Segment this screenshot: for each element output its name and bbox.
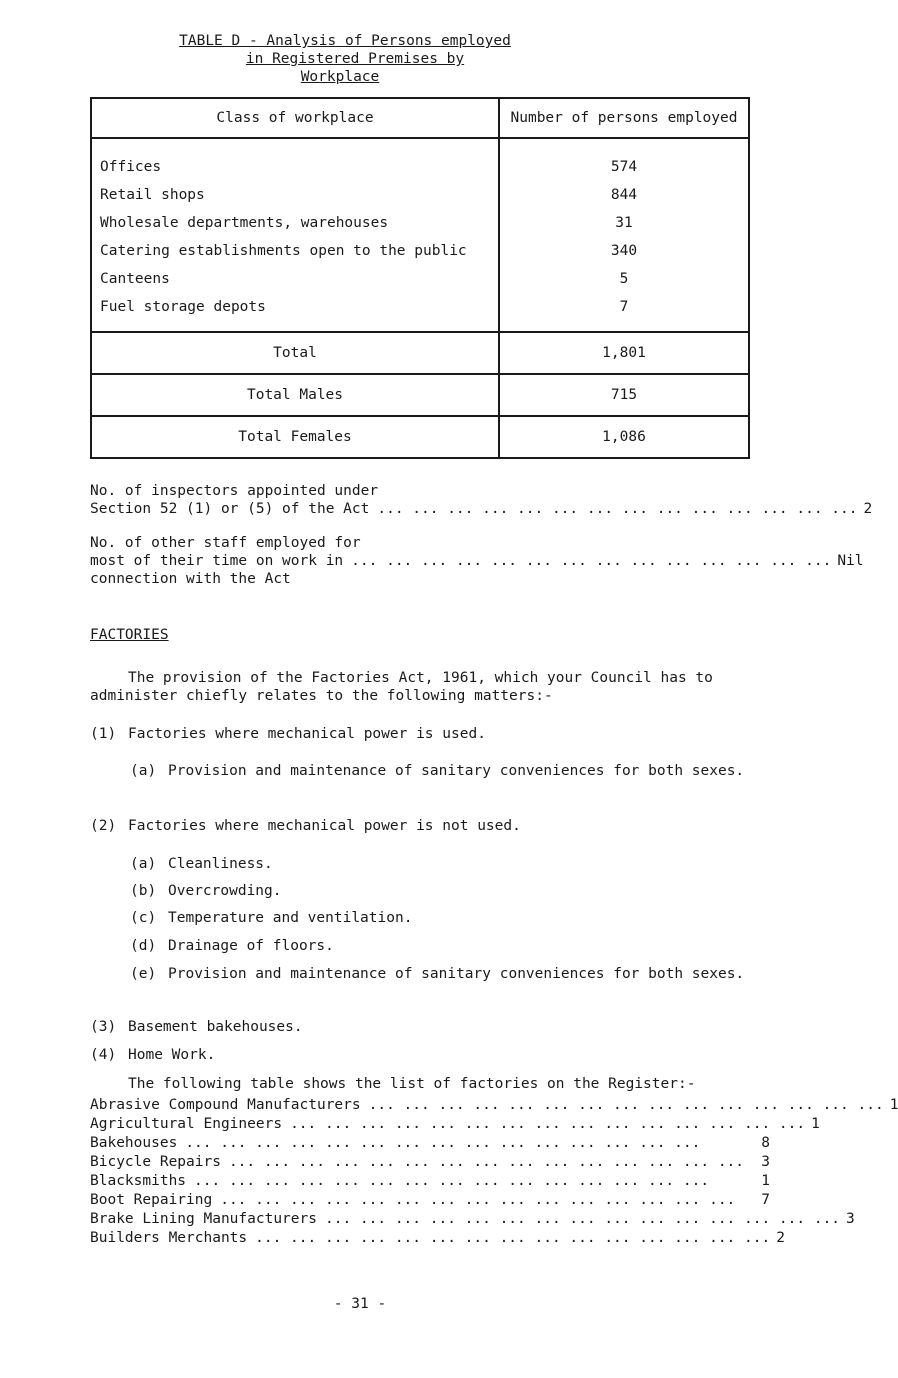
dot-leader: ... ... ... ... ... ... ... ... ... ... ... ... ... ... ... [194,1173,710,1189]
table-row [91,293,749,332]
factory-name: Bakehouses [90,1135,178,1151]
table-row [91,181,749,209]
other-staff-line-1: No. of other staff employed for [90,535,361,551]
header-number-employed: Number of persons employed [499,98,749,138]
factories-heading: FACTORIES [90,627,169,643]
factory-count: 1 [889,1097,898,1113]
factory-name: Abrasive Compound Manufacturers [90,1097,361,1113]
row-number: 574 [499,138,749,181]
other-staff-line-2: most of their time on work in [90,553,344,569]
item-number: (2) [90,818,117,834]
factory-count: 1 [761,1173,770,1189]
sub-text: Provision and maintenance of sanitary conveniences for both sexes. [168,763,745,779]
sub-text: Drainage of floors. [168,938,334,954]
item-1a [130,762,770,780]
total-males-row [91,374,749,416]
item-3 [90,1018,303,1036]
dot-leader: ... ... ... ... ... ... ... ... ... ... ... ... ... ... ... [368,1097,884,1113]
item-text: Factories where mechanical power is used. [128,726,486,742]
item-1 [90,725,486,743]
factory-name: Agricultural Engineers [90,1116,283,1132]
total-value: 1,801 [499,332,749,374]
total-row [91,332,749,374]
row-number: 5 [499,265,749,293]
dot-leader: ... ... ... ... ... ... ... ... ... ... ... ... ... ... ... [324,1211,841,1227]
sub-text: Cleanliness. [168,856,273,872]
total-males-value: 715 [499,374,749,416]
page-number: - 31 - [333,1296,387,1312]
intro-line-1: The provision of the Factories Act, 1961, which your Council has to [128,670,713,686]
row-number: 844 [499,181,749,209]
table-row [91,209,749,237]
list-item [90,1172,770,1191]
factory-name: Blacksmiths [90,1173,187,1189]
title-line-3: Workplace [300,69,380,85]
sub-text: Temperature and ventilation. [168,910,413,926]
factory-list [90,1096,898,1248]
item-2a [130,855,770,873]
item-2e [130,965,770,983]
factories-intro [90,669,770,705]
table-row [91,138,749,181]
intro-line-2: administer chiefly relates to the following matters:- [90,688,553,704]
row-number: 7 [499,293,749,332]
item-2 [90,817,521,835]
item-4 [90,1046,215,1064]
item-text: Factories where mechanical power is not used. [128,818,521,834]
list-intro: The following table shows the list of factories on the Register:- [128,1076,696,1092]
list-item [90,1153,770,1172]
row-number: 340 [499,237,749,265]
header-class-of-workplace: Class of workplace [91,98,499,138]
table-row [91,265,749,293]
inspectors-value: 2 [863,501,873,517]
row-class: Fuel storage depots [91,293,499,332]
sub-number: (c) [130,910,157,926]
total-females-value: 1,086 [499,416,749,458]
list-item [90,1191,770,1210]
factory-count: 3 [761,1154,770,1170]
row-class: Canteens [91,265,499,293]
item-text: Home Work. [128,1047,216,1063]
list-item [90,1115,820,1134]
sub-text: Overcrowding. [168,883,282,899]
dot-leader: ... ... ... ... ... ... ... ... ... ... ... ... ... ... ... [220,1192,736,1208]
list-item [90,1210,855,1229]
row-class: Offices [91,138,499,181]
factory-name: Bicycle Repairs [90,1154,221,1170]
list-item [90,1229,785,1248]
sub-number: (a) [130,856,157,872]
sub-number: (b) [130,883,157,899]
factory-name: Builders Merchants [90,1230,248,1246]
workplace-table [90,97,750,459]
sub-number: (a) [130,763,157,779]
factory-count: 8 [761,1135,770,1151]
title-line-2: in Registered Premises by [245,51,465,67]
table-row [91,237,749,265]
factory-count: 3 [846,1211,855,1227]
factory-count: 2 [776,1230,785,1246]
other-staff-value: Nil [837,553,864,569]
row-class: Wholesale departments, warehouses [91,209,499,237]
row-class: Retail shops [91,181,499,209]
list-item [90,1134,770,1153]
other-staff-line-3: connection with the Act [90,571,291,587]
inspectors-entry [90,482,873,518]
dot-leader: ... ... ... ... ... ... ... ... ... ... ... ... ... ... [377,501,858,517]
factory-count: 7 [761,1192,770,1208]
total-males-label: Total Males [91,374,499,416]
factory-name: Boot Repairing [90,1192,213,1208]
dot-leader: ... ... ... ... ... ... ... ... ... ... ... ... ... ... ... [255,1230,771,1246]
other-staff-entry [90,534,864,588]
page-title [0,32,800,86]
factory-name: Brake Lining Manufacturers [90,1211,317,1227]
sub-number: (e) [130,966,157,982]
dot-leader: ... ... ... ... ... ... ... ... ... ... ... ... ... ... ... [290,1116,806,1132]
row-class: Catering establishments open to the public [91,237,499,265]
total-females-label: Total Females [91,416,499,458]
dot-leader: ... ... ... ... ... ... ... ... ... ... ... ... ... ... [351,553,832,569]
sub-number: (d) [130,938,157,954]
inspectors-line-1: No. of inspectors appointed under [90,483,379,499]
item-number: (4) [90,1047,117,1063]
list-item [90,1096,898,1115]
item-2b [130,882,770,900]
dot-leader: ... ... ... ... ... ... ... ... ... ... ... ... ... ... ... [228,1154,745,1170]
factory-count: 1 [811,1116,820,1132]
title-line-1: TABLE D - Analysis of Persons employed [179,33,511,49]
sub-text: Provision and maintenance of sanitary conveniences for both sexes. [168,966,745,982]
total-label: Total [91,332,499,374]
dot-leader: ... ... ... ... ... ... ... ... ... ... ... ... ... ... ... [185,1135,701,1151]
row-number: 31 [499,209,749,237]
item-text: Basement bakehouses. [128,1019,303,1035]
item-number: (1) [90,726,117,742]
item-2d [130,937,770,955]
total-females-row [91,416,749,458]
item-2c [130,909,770,927]
item-number: (3) [90,1019,117,1035]
inspectors-line-2: Section 52 (1) or (5) of the Act [90,501,370,517]
